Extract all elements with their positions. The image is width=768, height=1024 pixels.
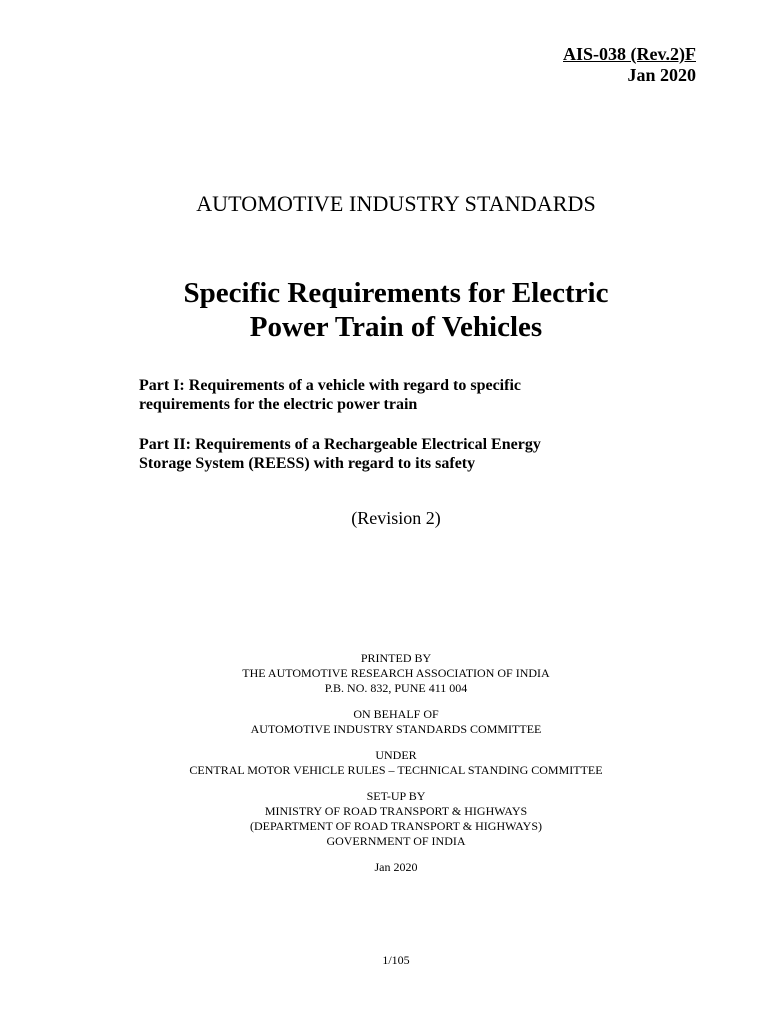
part-two-line-2: Storage System (REESS) with regard to its safety xyxy=(139,455,476,472)
rules-block xyxy=(24,748,768,778)
document-code-block xyxy=(563,44,696,86)
part-one-line-2: requirements for the electric power train xyxy=(139,396,418,413)
imprint-date: Jan 2020 xyxy=(374,860,418,874)
rules-name: CENTRAL MOTOR VEHICLE RULES – TECHNICAL STANDING COMMITTEE xyxy=(189,763,603,777)
imprint-date-block xyxy=(24,860,768,875)
printed-by-label: PRINTED BY xyxy=(360,651,432,665)
imprint-block xyxy=(0,651,768,886)
department-name: (DEPARTMENT OF ROAD TRANSPORT & HIGHWAYS) xyxy=(249,819,543,833)
revision-label: (Revision 2) xyxy=(351,508,441,528)
part-two-description xyxy=(139,435,659,473)
printer-address: P.B. NO. 832, PUNE 411 004 xyxy=(324,681,468,695)
under-label: UNDER xyxy=(375,748,417,762)
committee-block xyxy=(24,707,768,737)
printer-name: THE AUTOMOTIVE RESEARCH ASSOCIATION OF INDIA xyxy=(242,666,550,680)
printer-block xyxy=(24,651,768,696)
ministry-name: MINISTRY OF ROAD TRANSPORT & HIGHWAYS xyxy=(264,804,528,818)
document-title xyxy=(0,276,768,344)
setup-by-label: SET-UP BY xyxy=(366,789,426,803)
page-number: 1/105 xyxy=(382,953,410,967)
ministry-block xyxy=(24,789,768,849)
document-date: Jan 2020 xyxy=(627,65,696,85)
on-behalf-of-label: ON BEHALF OF xyxy=(353,707,439,721)
standards-header: AUTOMOTIVE INDUSTRY STANDARDS xyxy=(196,191,596,216)
committee-name: AUTOMOTIVE INDUSTRY STANDARDS COMMITTEE xyxy=(250,722,542,736)
part-one-description xyxy=(139,376,659,414)
part-two-line-1: Part II: Requirements of a Rechargeable Electrical Energy xyxy=(139,436,541,453)
title-line-2: Power Train of Vehicles xyxy=(249,311,543,343)
document-code: AIS-038 (Rev.2)F xyxy=(563,44,696,64)
government-name: GOVERNMENT OF INDIA xyxy=(326,834,466,848)
title-line-1: Specific Requirements for Electric xyxy=(183,277,609,309)
part-one-line-1: Part I: Requirements of a vehicle with regard to specific xyxy=(139,377,521,394)
